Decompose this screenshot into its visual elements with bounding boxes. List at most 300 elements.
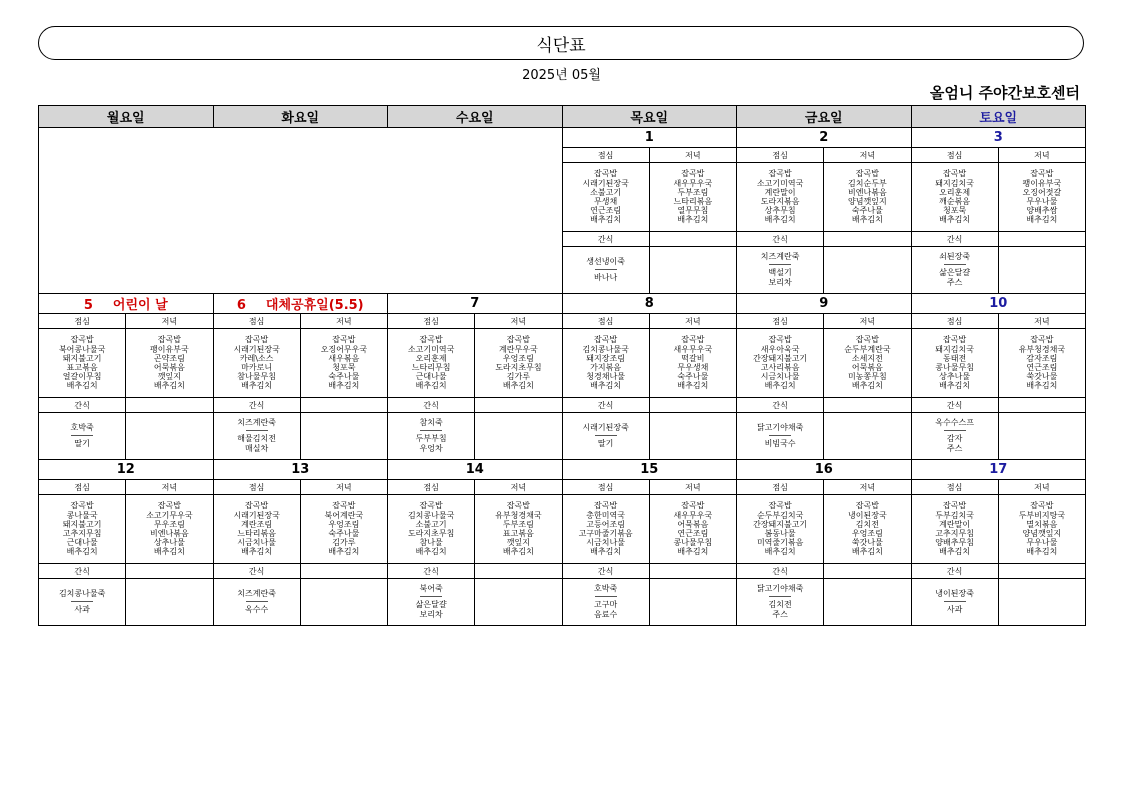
snack-menu xyxy=(562,247,649,294)
dinner-label: 저녁 xyxy=(300,480,387,495)
menu-item: 닭고기야채죽 xyxy=(756,584,804,593)
menu-item: 사과 xyxy=(946,605,963,614)
snack-empty-cell xyxy=(649,247,736,294)
lunch-label: 점심 xyxy=(213,314,300,329)
meal-label-row xyxy=(39,480,1086,495)
menu-item: 고추지무침 xyxy=(62,529,102,538)
day-cell-17 xyxy=(911,460,1086,480)
snack-label-row xyxy=(39,398,1086,413)
dinner-menu xyxy=(649,163,736,232)
day-number: 2 xyxy=(819,130,829,145)
snack-empty-cell xyxy=(824,247,911,294)
menu-item: 잡곡밥 xyxy=(157,501,181,511)
menu-item: 딸기 xyxy=(597,439,614,448)
menu-item: 배추김치 xyxy=(764,381,796,391)
menu-item: 시금치나물 xyxy=(760,372,800,382)
menu-item: 배추김치 xyxy=(677,381,709,391)
snack-empty-cell xyxy=(475,413,562,460)
menu-item: 치즈계란죽 xyxy=(237,589,276,598)
menu-item: 배추김치 xyxy=(590,215,622,225)
dinner-menu xyxy=(300,329,387,398)
snack-menu xyxy=(39,579,126,626)
day-number: 17 xyxy=(989,462,1008,477)
day-cell-10 xyxy=(911,294,1086,314)
menu-item: 마카로니 xyxy=(241,363,273,372)
menu-item: 배추김치 xyxy=(1026,381,1058,391)
menu-item: 주스 xyxy=(946,278,963,287)
dinner-label: 저녁 xyxy=(824,148,911,163)
menu-item: 냉이된장국 xyxy=(848,510,887,520)
day-cell-8 xyxy=(562,294,737,314)
menu-item: 상추나물 xyxy=(939,372,971,382)
menu-item: 느타리볶음 xyxy=(237,529,276,538)
menu-item: 총한미역국 xyxy=(586,510,625,520)
menu-item: 상추무침 xyxy=(764,206,796,216)
snack-empty-label xyxy=(998,398,1085,413)
menu-item: 콩나물국 xyxy=(66,510,98,520)
menu-item: 북어계란국 xyxy=(324,510,364,520)
menu-item: 근대나물 xyxy=(66,538,98,548)
dinner-label: 저녁 xyxy=(998,148,1085,163)
menu-item: 팽이유부국 xyxy=(150,344,189,354)
menu-item: 잡곡밥 xyxy=(332,335,356,345)
date-row xyxy=(39,460,1086,480)
menu-item: 우엉조림 xyxy=(502,353,534,363)
menu-item: 배추김치 xyxy=(1026,215,1058,225)
menu-item: 쇠된장죽 xyxy=(939,252,971,261)
menu-item: 보리차 xyxy=(419,610,443,619)
menu-item: 연근조림 xyxy=(590,206,622,216)
menu-item: 잡곡밥 xyxy=(332,501,356,511)
lunch-label: 점심 xyxy=(911,480,998,495)
dinner-menu xyxy=(300,495,387,564)
menu-item: 숙주나물 xyxy=(328,529,360,538)
snack-label: 간식 xyxy=(562,564,649,579)
divider-line xyxy=(944,601,966,602)
menu-item: 배추김치 xyxy=(939,547,971,557)
menu-item: 김치전 xyxy=(768,600,792,609)
lunch-menu xyxy=(911,163,998,232)
menu-item: 배추김치 xyxy=(153,547,185,557)
menu-item: 잡곡밥 xyxy=(419,335,443,345)
day-number: 6 xyxy=(236,298,246,313)
menu-item: 옥수수스프 xyxy=(935,418,974,427)
menu-item: 시금치나물 xyxy=(586,538,625,548)
menu-item: 삶은달걀 xyxy=(939,268,971,277)
menu-item: 배추김치 xyxy=(502,381,534,391)
snack-empty-cell xyxy=(649,579,736,626)
snack-label: 간식 xyxy=(911,398,998,413)
dinner-menu xyxy=(126,329,213,398)
menu-item: 배추김치 xyxy=(764,547,796,557)
menu-item: 잡곡밥 xyxy=(157,335,181,345)
dinner-label: 저녁 xyxy=(998,480,1085,495)
lunch-menu xyxy=(39,495,126,564)
menu-item: 돼지불고기 xyxy=(62,353,102,363)
snack-menu xyxy=(388,413,475,460)
menu-item: 잡곡밥 xyxy=(855,169,879,179)
menu-item: 김치전 xyxy=(855,519,879,529)
dinner-label: 저녁 xyxy=(649,148,736,163)
menu-item: 콩나물무침 xyxy=(673,538,713,548)
menu-item: 치즈계란죽 xyxy=(237,418,276,427)
menu-item: 봄동나물 xyxy=(764,529,796,538)
period-label: 2025년 05월 xyxy=(522,68,601,83)
menu-item: 삶은달걀 xyxy=(415,600,447,609)
day-cell-1 xyxy=(562,128,737,148)
menu-item: 치즈계란죽 xyxy=(760,252,800,261)
day-cell-13 xyxy=(213,460,388,480)
empty-day-cell xyxy=(39,128,563,294)
menu-item: 도라지초무침 xyxy=(407,529,455,538)
page-title: 식단표 xyxy=(536,35,586,56)
menu-item: 소불고기 xyxy=(590,187,622,197)
dinner-menu xyxy=(649,329,736,398)
menu-item: 닭고기야채죽 xyxy=(756,423,804,432)
menu-item: 잡곡밥 xyxy=(594,501,618,511)
menu-item: 잡곡밥 xyxy=(70,335,94,345)
menu-item: 열무무침 xyxy=(677,206,709,216)
meal-menu-row xyxy=(39,495,1086,564)
menu-item: 해물김치전 xyxy=(237,434,276,443)
snack-empty-label xyxy=(998,232,1085,247)
menu-item: 배추김치 xyxy=(939,381,971,391)
snack-label-row xyxy=(39,564,1086,579)
menu-item: 잡곡밥 xyxy=(855,335,879,345)
day-cell-2 xyxy=(737,128,912,148)
day-cell-6 xyxy=(213,294,388,314)
meal-menu-row xyxy=(39,329,1086,398)
lunch-menu xyxy=(911,495,998,564)
menu-item: 깻잎지 xyxy=(506,538,530,548)
lunch-label: 점심 xyxy=(388,314,475,329)
menu-item: 돼지김치국 xyxy=(935,344,974,354)
lunch-menu xyxy=(737,163,824,232)
snack-menu xyxy=(562,579,649,626)
menu-item: 매실차 xyxy=(245,444,269,453)
menu-item: 숙주나물 xyxy=(328,372,360,382)
day-cell-14 xyxy=(388,460,563,480)
menu-item: 얼갈이무침 xyxy=(62,372,102,382)
menu-item: 유부청경채국 xyxy=(495,510,542,520)
menu-item: 우엉조림 xyxy=(851,529,883,538)
menu-item: 잡곡밥 xyxy=(768,335,792,345)
dinner-menu xyxy=(998,495,1085,564)
menu-item: 잡곡밥 xyxy=(943,169,967,179)
snack-label: 간식 xyxy=(737,564,824,579)
lunch-label: 점심 xyxy=(562,480,649,495)
menu-item: 배추김치 xyxy=(328,547,360,557)
snack-label: 간식 xyxy=(213,564,300,579)
menu-item: 배추김치 xyxy=(851,547,883,557)
menu-item: 잡곡밥 xyxy=(594,335,618,345)
dinner-label: 저녁 xyxy=(475,480,562,495)
meal-label-row xyxy=(39,314,1086,329)
menu-item: 잡곡밥 xyxy=(506,335,530,345)
snack-empty-label xyxy=(649,564,736,579)
snack-empty-label xyxy=(475,564,562,579)
day-number: 9 xyxy=(819,296,829,311)
menu-item: 청포묵 xyxy=(332,363,356,372)
menu-item: 오징어무우국 xyxy=(320,344,368,354)
menu-item: 호박죽 xyxy=(594,584,618,593)
dinner-label: 저녁 xyxy=(126,480,213,495)
snack-label: 간식 xyxy=(39,564,126,579)
day-cell-16 xyxy=(737,460,912,480)
menu-item: 김가루 xyxy=(506,372,530,382)
menu-item: 김가루 xyxy=(332,538,356,548)
snack-empty-cell xyxy=(998,579,1085,626)
menu-item: 두부비지탕국 xyxy=(1018,510,1066,520)
lunch-label: 점심 xyxy=(388,480,475,495)
day-number: 10 xyxy=(989,296,1008,311)
menu-item: 두부부침 xyxy=(415,434,447,443)
calendar-body xyxy=(39,106,1086,626)
snack-menu-row xyxy=(39,579,1086,626)
menu-item: 새우무우국 xyxy=(673,344,713,354)
divider-line xyxy=(595,435,617,436)
snack-empty-label xyxy=(126,564,213,579)
divider-line xyxy=(71,601,93,602)
snack-empty-cell xyxy=(126,413,213,460)
menu-item: 쑥갓나물 xyxy=(1026,372,1058,382)
snack-empty-cell xyxy=(300,579,387,626)
menu-item: 오징어젓갈 xyxy=(1022,187,1062,197)
snack-empty-label xyxy=(126,398,213,413)
divider-line xyxy=(769,435,791,436)
snack-label: 간식 xyxy=(39,398,126,413)
day-number: 3 xyxy=(993,130,1003,145)
weekday-header-row xyxy=(39,106,1086,128)
snack-empty-cell xyxy=(824,413,911,460)
menu-item: 배추김치 xyxy=(851,381,883,391)
menu-item: 소불고기 xyxy=(415,519,447,529)
day-number: 12 xyxy=(116,462,135,477)
menu-item: 가지볶음 xyxy=(590,363,622,372)
menu-item: 근대나물 xyxy=(415,372,447,382)
menu-item: 청포묵 xyxy=(943,206,967,216)
divider-line xyxy=(246,601,268,602)
menu-item: 어묵볶음 xyxy=(677,519,709,529)
menu-item: 잡곡밥 xyxy=(768,501,792,511)
menu-item: 연근조림 xyxy=(677,529,709,538)
menu-item: 배추김치 xyxy=(677,215,709,225)
menu-item: 잡곡밥 xyxy=(506,501,530,511)
weekday-wednesday: 수요일 xyxy=(388,106,563,128)
day-number: 14 xyxy=(465,462,484,477)
lunch-label: 점심 xyxy=(911,148,998,163)
dinner-menu xyxy=(998,329,1085,398)
menu-item: 배추김치 xyxy=(66,381,98,391)
snack-menu xyxy=(213,579,300,626)
snack-empty-cell xyxy=(475,579,562,626)
menu-item: 돼지김치국 xyxy=(935,178,974,188)
dinner-menu xyxy=(649,495,736,564)
snack-menu xyxy=(911,579,998,626)
menu-item: 잡곡밥 xyxy=(1030,335,1054,345)
dinner-menu xyxy=(998,163,1085,232)
snack-empty-label xyxy=(824,232,911,247)
menu-item: 멸치볶음 xyxy=(1026,519,1058,529)
menu-item: 청경채나물 xyxy=(586,372,625,382)
dinner-menu xyxy=(126,495,213,564)
center-name: 올엄니 주야간보호센터 xyxy=(929,84,1080,102)
menu-item: 고구마 xyxy=(594,600,618,609)
menu-item: 배추김치 xyxy=(590,547,622,557)
menu-item: 감자 xyxy=(946,434,963,443)
lunch-label: 점심 xyxy=(562,148,649,163)
day-cell-5 xyxy=(39,294,214,314)
menu-item: 우엉차 xyxy=(419,444,443,453)
menu-item: 생선냉이죽 xyxy=(586,257,625,266)
divider-line xyxy=(595,596,617,597)
menu-item: 배추김치 xyxy=(241,381,273,391)
menu-item: 콩나물무침 xyxy=(935,363,974,372)
menu-item: 무생채 xyxy=(594,197,618,206)
menu-item: 느타리볶음 xyxy=(673,197,713,206)
menu-item: 두부김치국 xyxy=(935,510,974,520)
lunch-menu xyxy=(388,329,475,398)
snack-empty-label xyxy=(649,398,736,413)
snack-menu xyxy=(39,413,126,460)
holiday-name: 어린이 날 xyxy=(112,298,168,313)
divider-line xyxy=(71,435,93,436)
divider-line xyxy=(769,264,791,265)
menu-item: 음료수 xyxy=(594,610,618,619)
snack-menu xyxy=(911,247,998,294)
menu-item: 카레\소스 xyxy=(239,353,274,363)
date-row xyxy=(39,294,1086,314)
menu-item: 참나물무침 xyxy=(237,372,276,382)
menu-item: 배추김치 xyxy=(415,547,447,557)
snack-empty-label xyxy=(998,564,1085,579)
menu-item: 미역줄기볶음 xyxy=(756,538,804,548)
snack-empty-label xyxy=(475,398,562,413)
menu-item: 북어콩나물국 xyxy=(58,344,106,354)
day-cell-15 xyxy=(562,460,737,480)
menu-item: 비엔나볶음 xyxy=(848,187,887,197)
menu-item: 배추김치 xyxy=(677,547,709,557)
day-number: 7 xyxy=(470,296,480,311)
dinner-label: 저녁 xyxy=(649,314,736,329)
menu-item: 잡곡밥 xyxy=(70,501,94,511)
menu-item: 간장돼지불고기 xyxy=(753,519,808,529)
menu-item: 잡곡밥 xyxy=(768,169,792,179)
day-number: 1 xyxy=(644,130,654,145)
title-box xyxy=(38,26,1084,60)
menu-item: 고등어조림 xyxy=(586,519,625,529)
menu-item: 주스 xyxy=(946,444,963,453)
menu-item: 양념깻잎지 xyxy=(848,197,887,206)
menu-item: 고사리볶음 xyxy=(760,363,800,372)
weekday-tuesday: 화요일 xyxy=(213,106,388,128)
menu-item: 두부조림 xyxy=(502,519,534,529)
divider-line xyxy=(944,264,966,265)
day-number: 5 xyxy=(83,298,93,313)
lunch-menu xyxy=(737,495,824,564)
menu-item: 사과 xyxy=(74,605,90,614)
menu-item: 떡갈비 xyxy=(681,353,705,363)
holiday-name: 대체공휴일(5.5) xyxy=(265,298,364,313)
menu-item: 소세지전 xyxy=(851,353,883,363)
menu-item: 참치죽 xyxy=(419,418,443,427)
menu-item: 잡곡밥 xyxy=(943,501,967,511)
menu-item: 잡곡밥 xyxy=(943,335,967,345)
menu-item: 연근조림 xyxy=(1026,363,1058,372)
menu-item: 계란말이 xyxy=(764,187,796,197)
snack-menu xyxy=(213,413,300,460)
menu-item: 어묵볶음 xyxy=(153,363,185,372)
snack-empty-label xyxy=(824,398,911,413)
menu-item: 소고기미역국 xyxy=(407,344,455,354)
menu-item: 양배추쌈 xyxy=(1026,206,1058,216)
lunch-label: 점심 xyxy=(562,314,649,329)
menu-item: 호박죽 xyxy=(70,423,94,432)
menu-item: 백설기 xyxy=(768,268,792,277)
menu-item: 배추김치 xyxy=(1026,547,1058,557)
lunch-label: 점심 xyxy=(737,314,824,329)
snack-label: 간식 xyxy=(911,564,998,579)
menu-item: 김치콩나물죽 xyxy=(58,589,106,598)
menu-item: 배추김치 xyxy=(502,547,534,557)
day-number: 15 xyxy=(640,462,659,477)
menu-item: 배추김치 xyxy=(328,381,360,391)
menu-item: 무우조림 xyxy=(153,519,185,529)
menu-item: 깨순볶음 xyxy=(939,197,971,206)
lunch-menu xyxy=(388,495,475,564)
day-cell-12 xyxy=(39,460,214,480)
dinner-label: 저녁 xyxy=(998,314,1085,329)
menu-item: 잡곡밥 xyxy=(1030,169,1054,179)
menu-item: 보리차 xyxy=(768,278,792,287)
divider-line xyxy=(595,269,617,270)
dinner-label: 저녁 xyxy=(300,314,387,329)
menu-item: 소고기미역국 xyxy=(756,178,804,188)
day-cell-7 xyxy=(388,294,563,314)
menu-item: 배추김치 xyxy=(415,381,447,391)
day-number: 16 xyxy=(814,462,833,477)
snack-label: 간식 xyxy=(737,232,824,247)
menu-item: 소고기무우국 xyxy=(146,510,193,520)
weekday-saturday: 토요일 xyxy=(911,106,1086,128)
menu-item: 잡곡밥 xyxy=(245,335,269,345)
menu-item: 배추김치 xyxy=(851,215,883,225)
menu-item: 오리훈제 xyxy=(939,187,971,197)
dinner-label: 저녁 xyxy=(824,480,911,495)
menu-item: 잡곡밥 xyxy=(681,501,705,511)
menu-item: 시래기된장국 xyxy=(233,510,280,520)
menu-item: 오리훈제 xyxy=(415,353,447,363)
menu-item: 간장돼지불고기 xyxy=(753,353,808,363)
menu-item: 배추김치 xyxy=(66,547,98,557)
lunch-menu xyxy=(562,495,649,564)
lunch-label: 점심 xyxy=(737,480,824,495)
lunch-label: 점심 xyxy=(911,314,998,329)
menu-item: 김치콩나물국 xyxy=(407,510,455,520)
dinner-menu xyxy=(475,495,562,564)
menu-item: 팽이유부국 xyxy=(1022,178,1062,188)
snack-label: 간식 xyxy=(388,564,475,579)
menu-item: 딸기 xyxy=(74,439,90,448)
menu-item: 유부청경채국 xyxy=(1018,344,1066,354)
menu-item: 배추김치 xyxy=(939,215,971,225)
dinner-label: 저녁 xyxy=(475,314,562,329)
menu-item: 시래기된장죽 xyxy=(582,423,629,432)
menu-item: 시래기된장국 xyxy=(233,344,280,354)
menu-item: 비엔나볶음 xyxy=(150,529,189,538)
menu-item: 잡곡밥 xyxy=(681,169,705,179)
snack-menu xyxy=(737,413,824,460)
